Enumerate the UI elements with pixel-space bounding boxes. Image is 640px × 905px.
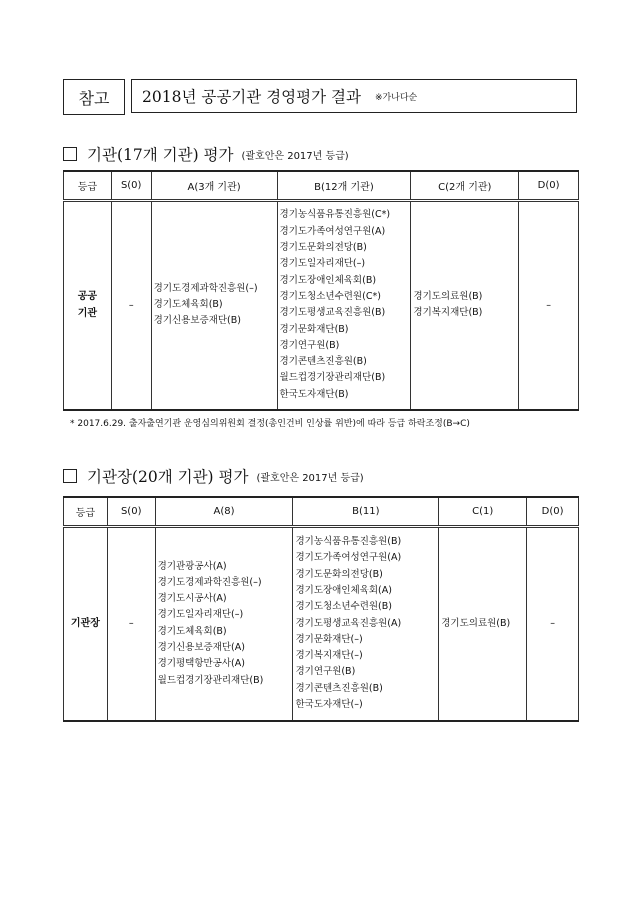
list-item: 경기도일자리재단(–) xyxy=(157,609,244,621)
col-b: B(12개 기관) xyxy=(277,171,411,201)
list-item: 경기문화재단(–) xyxy=(295,633,363,645)
document-title: 2018년 공공기관 경영평가 결과 xyxy=(142,88,361,106)
col-s: S(0) xyxy=(111,171,151,201)
list-item: 경기농식품유통진흥원(C*) xyxy=(279,209,391,221)
list-item: 경기도문화의전당(B) xyxy=(279,242,367,254)
col-a: A(3개 기관) xyxy=(151,171,277,201)
list-item: 경기연구원(B) xyxy=(295,666,356,678)
col-d: D(0) xyxy=(527,497,579,527)
d-cell: – xyxy=(519,201,579,410)
list-item: 경기도평생교육진흥원(A) xyxy=(295,617,402,629)
c-cell xyxy=(411,201,519,410)
list-item: 경기문화재단(B) xyxy=(279,323,349,335)
list-item: 경기신용보증재단(B) xyxy=(153,315,241,327)
list-item: 한국도자재단(B) xyxy=(279,388,349,400)
list-item: 경기도청소년수련원(C*) xyxy=(279,290,381,302)
list-item: 경기도장애인체육회(A) xyxy=(295,585,392,596)
col-grade: 등급 xyxy=(64,171,112,201)
list-item: 한국도자재단(–) xyxy=(295,699,363,711)
row-label: 기관장 xyxy=(64,527,108,721)
section2-note: (괄호안은 2017년 등급) xyxy=(256,472,364,484)
section2-heading xyxy=(63,465,364,487)
checkbox-square-icon xyxy=(63,147,77,161)
list-item: 경기콘텐츠진흥원(B) xyxy=(295,682,383,694)
list-item: 경기농식품유통진흥원(B) xyxy=(295,536,402,548)
table-row xyxy=(64,201,579,410)
list-item: 경기도경제과학진흥원(–) xyxy=(157,576,262,588)
d-cell: – xyxy=(527,527,579,721)
s-cell: – xyxy=(107,527,155,721)
list-item: 경기도의료원(B) xyxy=(441,617,511,629)
col-c: C(1) xyxy=(439,497,527,527)
list-item: 경기관광공사(A) xyxy=(157,560,227,572)
list-item: 경기도경제과학진흥원(–) xyxy=(153,282,258,294)
list-item: 월드컵경기장관리재단(B) xyxy=(279,372,386,384)
list-item: 경기도문화의전당(B) xyxy=(295,568,383,580)
list-item: 경기신용보증재단(A) xyxy=(157,642,245,654)
list-item: 경기콘텐츠진흥원(B) xyxy=(279,356,367,368)
list-item: 경기도일자리재단(–) xyxy=(279,258,366,270)
list-item: 경기도청소년수련원(B) xyxy=(295,601,392,613)
row-label: 공공 기관 xyxy=(64,201,112,410)
s-cell: – xyxy=(111,201,151,410)
institution-table xyxy=(63,170,579,411)
a-cell xyxy=(151,201,277,410)
b-cell xyxy=(293,527,439,721)
col-a: A(8) xyxy=(155,497,293,527)
list-item: 경기복지재단(B) xyxy=(413,307,483,319)
table-header-row xyxy=(64,497,579,527)
list-item: 경기도가족여성연구원(A) xyxy=(279,225,386,237)
list-item: 경기연구원(B) xyxy=(279,339,340,351)
list-item: 경기도장애인체육회(B) xyxy=(279,274,377,286)
title-note: ※가나다순 xyxy=(374,92,418,103)
list-item: 경기복지재단(–) xyxy=(295,650,363,662)
header-box xyxy=(63,79,579,115)
list-item: 월드컵경기장관리재단(B) xyxy=(157,674,264,686)
col-c: C(2개 기관) xyxy=(411,171,519,201)
document-title-box xyxy=(131,79,577,113)
list-item: 경기평택항만공사(A) xyxy=(157,658,245,670)
list-item: 경기도평생교육진흥원(B) xyxy=(279,307,386,319)
list-item: 경기도의료원(B) xyxy=(413,290,483,302)
list-item: 경기도체육회(B) xyxy=(153,299,223,311)
col-d: D(0) xyxy=(519,171,579,201)
col-grade: 등급 xyxy=(64,497,108,527)
list-item: 경기도가족여성연구원(A) xyxy=(295,552,402,564)
c-cell xyxy=(439,527,527,721)
section1-title: 기관(17개 기관) 평가 xyxy=(87,146,234,164)
col-b: B(11) xyxy=(293,497,439,527)
checkbox-square-icon xyxy=(63,469,77,483)
reference-label: 참고 xyxy=(63,79,125,115)
section2-title: 기관장(20개 기관) 평가 xyxy=(87,468,249,486)
b-cell xyxy=(277,201,411,410)
table-header-row xyxy=(64,171,579,201)
table-row xyxy=(64,527,579,721)
section1-note: (괄호안은 2017년 등급) xyxy=(241,150,349,162)
col-s: S(0) xyxy=(107,497,155,527)
footnote: * 2017.6.29. 출자출연기관 운영심의위원회 결정(총인건비 인상률 위반)에 따라 등급 하락조정(B→C) xyxy=(70,419,470,429)
list-item: 경기도시공사(A) xyxy=(157,593,227,605)
a-cell xyxy=(155,527,293,721)
list-item: 경기도체육회(B) xyxy=(157,625,227,637)
section1-heading xyxy=(63,143,349,165)
head-table xyxy=(63,496,579,722)
